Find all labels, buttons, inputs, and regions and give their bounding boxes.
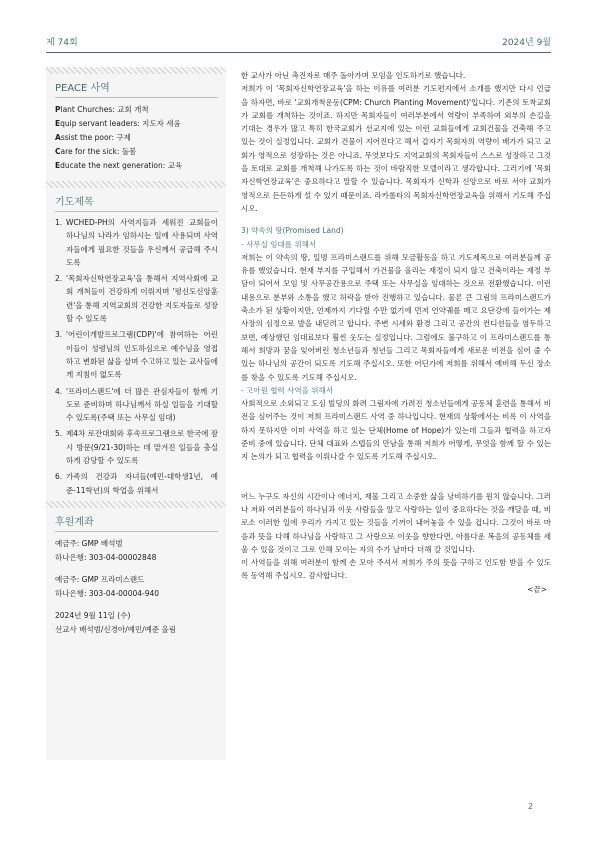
subsection-title: - 사무실 임대를 위해서 bbox=[241, 239, 317, 249]
end-mark: <끝> bbox=[527, 584, 547, 594]
paragraph: 사회적으로 소외되고 도심 빌딩의 화려 그림자에 가려진 청소년들에게 공동체 훈련을 통해서 비전을 심어주는 것이 저희 프라미스랜드 사역 중 하나입니다. 현재의 상황에서는 비록 이 사역을 하지 못하지만 이미 사역을 하고 있는 단체(Home of Hope)가 있는데 그들과 협력을 하고자 준비 중에 있습니다. 단체 대표와 스텝들의 만남을 통해 저희가 어떻게, 무엇을 함께 할 수 있는지 논의가 되고 협력을 이뤄나갈 수 있도록 기도해 주십시오. bbox=[241, 399, 551, 462]
peace-item: Care for the sick: 돌봄 bbox=[55, 147, 137, 156]
paragraph: 저희가 이 '목회자신학연장교육'을 하는 이유를 여러분 기도편지에서 소개를 했지만 다시 언급을 하자면, 바로 '교회개척운동(CPM: Church Planting Movement)'입니다. 기존의 토착교회가 교회를 개척하는 것이죠. 하지만 목회자들이 여러부분에서 역량이 부족하여 외부의 손길을 기대는 경우가 많고 특히 한국교회가 선교지에 있는 이런 교회들에게 교회건물을 건축해 주고 있는 것이 실정입니다. 교회가 건물이 지어진다고 해서 갑자기 목회자의 역량이 배가가 되고 교회가 영적으로 성장하는 것은 아니죠. 무엇보다도 지역교회의 목회자들이 스스로 성장하고 그것을 토대로 교회를 개척해 나가도록 하는 것이 바람직한 모델이라고 생각합니다. 그러기에 '목회자신학연장교육'은 중요하다고 말할 수 있습니다. 목회자가 신학과 신앙으로 바로 서야 교회가 영적으로 든든하게 설 수 있기 때문이죠. 라카롤타의 목회자신학연장교육을 위해서 기도해 주십시오. bbox=[241, 84, 551, 213]
account-depositor: 예금주: GMP 프라미스랜드 bbox=[55, 574, 145, 584]
prayer-item: 3. '어린이개발프로그램(CDP)'에 참여하는 어린이들이 성령님의 인도하심으로 예수님을 영접하고 변화된 삶을 살며 수고하고 있는 교사들에게 지침이 없도록 bbox=[55, 330, 218, 380]
issue-number: 제 74회 bbox=[46, 38, 78, 48]
account-list bbox=[55, 537, 218, 637]
peace-item: Assist the poor: 구제 bbox=[55, 133, 131, 142]
prayer-divider bbox=[55, 211, 218, 212]
paragraph: 저희는 이 약속의 땅, 일명 프라미스랜드를 위해 모금활동을 하고 기도제목으로 여러분들께 공유를 했었습니다. 현재 부지를 구입해서 가건물을 올리는 재정이 되지 않고 건축이라는 재정 부담이 되어서 모임 및 사무공간용으로 주택 또는 사무실을 임대하는 것으로 전환했습니다. 이런 내용으로 분부와 소통을 했고 허락을 받아 진행하고 있습니다. 물론 큰 그림의 프라미스랜드가 축소가 된 상황이지만, 언제까지 기다릴 수만 없기에 먼저 언약궤를 메고 요단강에 들어가는 제사장의 심정으로 발을 내딛려고 합니다. 주변 시세와 환경 그리고 공간의 컨디션들을 염두하고 보면, 예상했던 임대료보다 훨씬 웃도는 실정입니다. 그럼에도 불구하고 이 프라미스랜드를 통해서 희망과 꿈을 잊어버린 청소년들과 청년들 그리고 목회자들에게 새로운 비전을 심어 줄 수 있는 하나님의 공간이 되도록 기도해 주십시오. 또한 어딘가에 저희를 위해서 예비해 두신 장소를 찾을 수 있도록 기도해 주십시오. bbox=[241, 252, 551, 382]
issue-date: 2024년 9월 bbox=[502, 38, 551, 48]
paragraph: 어느 누구도 자신의 시간이나 에너지, 재물 그리고 소중한 삶을 낭비하기를 원치 않습니다. 그러나 저와 여러분들이 하나님과 이웃 사람들을 알고 사랑하는 일이 중요하다는 것을 깨달을 때, 비로소 이러한 일에 우리가 가지고 있는 것들을 기꺼이 내어놓을 수 있을 겁니다. 그것이 바로 마음과 뜻을 다해 하나님을 사랑하고 그 사랑으로 이웃을 향한다면, 아름다운 복음의 공동체를 세울 수 있을 것이고 그로 인해 모이는 자의 수가 날마다 더해 갈 것입니다. bbox=[241, 491, 551, 554]
peace-title: PEACE 사역 bbox=[55, 83, 110, 94]
prayer-item: 2. '목회자신학연장교육'을 통해서 지역사회에 교회 개척들이 건강하게 이뤄지며 '평신도신앙훈련'을 통해 지역교회의 건강한 지도자들로 성장할 수 있도록 bbox=[55, 274, 218, 324]
account-number: 하나은행: 303-04-00002848 bbox=[55, 552, 157, 562]
section-title: 3) 약속의 땅(Promised Land) bbox=[241, 226, 344, 236]
peace-item: Educate the next generation: 교육 bbox=[55, 161, 183, 170]
sidebar bbox=[46, 67, 226, 760]
paragraph: 이 사역들을 위해 여러분이 함께 손 모아 주셔서 저희가 주의 뜻을 구하고 인도함 받을 수 있도록 동역해 주십시오. 감사합니다. bbox=[241, 558, 551, 581]
page-header bbox=[46, 35, 551, 49]
prayer-item: 6. 가족의 건강과 자녀들(예민-대학생1년, 예준-11학년)의 학업을 위해서 bbox=[55, 472, 218, 495]
page-number: 2 bbox=[528, 802, 534, 811]
sign-names: 선교사 배석범/신경아/예민/예준 올림 bbox=[55, 624, 177, 634]
account-number: 하나은행: 303-04-00004-940 bbox=[55, 588, 160, 598]
sign-date: 2024년 9월 11일 (수) bbox=[55, 610, 131, 620]
header-divider bbox=[46, 52, 551, 53]
prayer-title: 기도제목 bbox=[55, 197, 94, 208]
prayer-item: 4. '프라미스랜드'에 더 많은 관심자들이 함께 기도로 준비하며 하나님께서 하실 일들을 기대할 수 있도록(주택 또는 사무실 임대) bbox=[55, 386, 218, 423]
support-title: 후원계좌 bbox=[55, 516, 94, 528]
sidebar-hatch bbox=[46, 181, 226, 188]
support-divider bbox=[55, 531, 218, 532]
sidebar-hatch bbox=[46, 501, 226, 508]
sidebar-hatch-top bbox=[46, 67, 226, 74]
prayer-list bbox=[55, 216, 218, 497]
subsection-title: - 고아원 협력 사역을 위해서 bbox=[241, 385, 333, 395]
prayer-item: 1. WCHED-PH의 사역지들과 세워진 교회들이 하나님의 나라가 임하시는 일에 사용되며 사역자들에게 필요한 것들을 우신께서 공급해 주시도록 bbox=[55, 218, 218, 267]
peace-item: Plant Churches: 교회 개척 bbox=[55, 105, 149, 114]
prayer-item: 5. 제4차 로잔대회와 후속프로그램으로 한국에 잠시 방문(9/21-30)하는 데 맡겨진 일들을 충실하게 감당할 수 있도록 bbox=[55, 429, 218, 466]
paragraph: 한 교사가 아닌 촉진자로 매주 돌아가며 모임을 인도하기로 했습니다. bbox=[241, 71, 466, 80]
peace-list bbox=[55, 103, 218, 173]
main-content bbox=[241, 69, 551, 596]
peace-divider bbox=[55, 97, 218, 98]
account-depositor: 예금주: GMP 배석범 bbox=[55, 538, 123, 548]
peace-item: Equip servant leaders: 지도자 세움 bbox=[55, 119, 181, 128]
